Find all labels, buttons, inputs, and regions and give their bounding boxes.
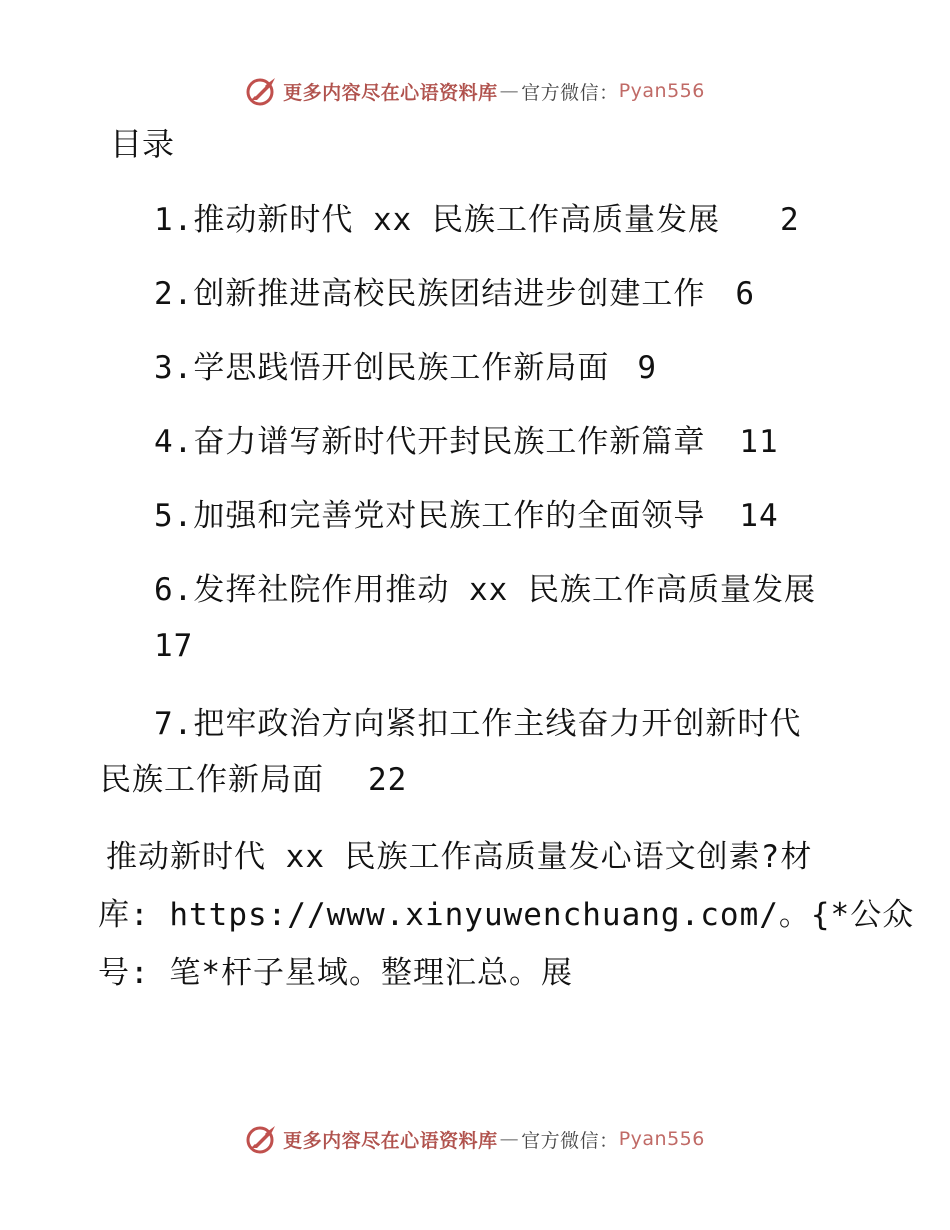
watermark-footer	[0, 1122, 950, 1156]
toc-entry-number: 2.	[154, 276, 194, 312]
toc-entry-page: 11	[739, 424, 779, 460]
toc-entry-number: 6.	[154, 572, 194, 608]
body-line-1: 推动新时代 xx 民族工作高质量发心语文创素?材	[106, 839, 813, 875]
watermark-brand: 更多内容尽在心语资料库	[283, 1129, 498, 1152]
watermark-id: Pyan556	[618, 80, 705, 102]
toc-entry-number: 7.	[154, 706, 194, 742]
toc-entry-5[interactable]	[100, 488, 840, 544]
toc-entry-page: 6	[735, 276, 755, 312]
toc-entry-page: 2	[779, 202, 800, 238]
toc-entry-text: 加强和完善党对民族工作的全面领导	[193, 498, 706, 534]
toc-entry-text-continued: 民族工作新局面	[100, 762, 324, 798]
watermark-label: 官方微信：	[521, 1129, 619, 1152]
toc-entry-page: 22	[368, 762, 408, 798]
toc-title: 目录	[110, 125, 175, 163]
body-paragraph	[98, 828, 915, 1002]
body-line-3: 号: 笔*杆子星域。整理汇总。展	[98, 955, 573, 991]
toc-entry-2[interactable]	[100, 266, 840, 322]
watermark-separator: —	[499, 80, 520, 102]
toc-entry-text: 推动新时代 xx 民族工作高质量发展	[193, 202, 720, 238]
toc-entry-7[interactable]	[100, 696, 840, 808]
quill-logo-icon	[245, 1122, 279, 1156]
watermark-separator: —	[499, 1128, 520, 1150]
toc-entry-text: 把牢政治方向紧扣工作主线奋力开创新时代	[193, 706, 802, 742]
toc-entry-text: 发挥社院作用推动 xx 民族工作高质量发展	[193, 572, 816, 608]
toc-entry-text: 学思践悟开创民族工作新局面	[193, 350, 610, 386]
toc-entry-page: 9	[637, 350, 657, 386]
watermark-label: 官方微信：	[521, 81, 619, 104]
toc-entry-text: 奋力谱写新时代开封民族工作新篇章	[193, 424, 706, 460]
watermark-id: Pyan556	[618, 1128, 705, 1150]
quill-logo-icon	[245, 74, 279, 108]
toc-entry-1[interactable]	[100, 192, 840, 248]
watermark-brand: 更多内容尽在心语资料库	[283, 81, 498, 104]
toc-entry-number: 5.	[154, 498, 194, 534]
toc-entry-number: 4.	[154, 424, 194, 460]
toc-entry-number: 1.	[154, 202, 194, 238]
toc-entry-text: 创新推进高校民族团结进步创建工作	[193, 276, 706, 312]
watermark-header	[0, 74, 950, 108]
toc-entry-3[interactable]	[100, 340, 840, 396]
toc-entry-page: 17	[154, 628, 194, 664]
toc-entry-6[interactable]	[100, 562, 840, 674]
toc-entry-4[interactable]	[100, 414, 840, 470]
toc-entry-page: 14	[739, 498, 779, 534]
toc-entry-number: 3.	[154, 350, 194, 386]
body-line-2: 库: https://www.xinyuwenchuang.com/。{*公众	[98, 897, 915, 933]
